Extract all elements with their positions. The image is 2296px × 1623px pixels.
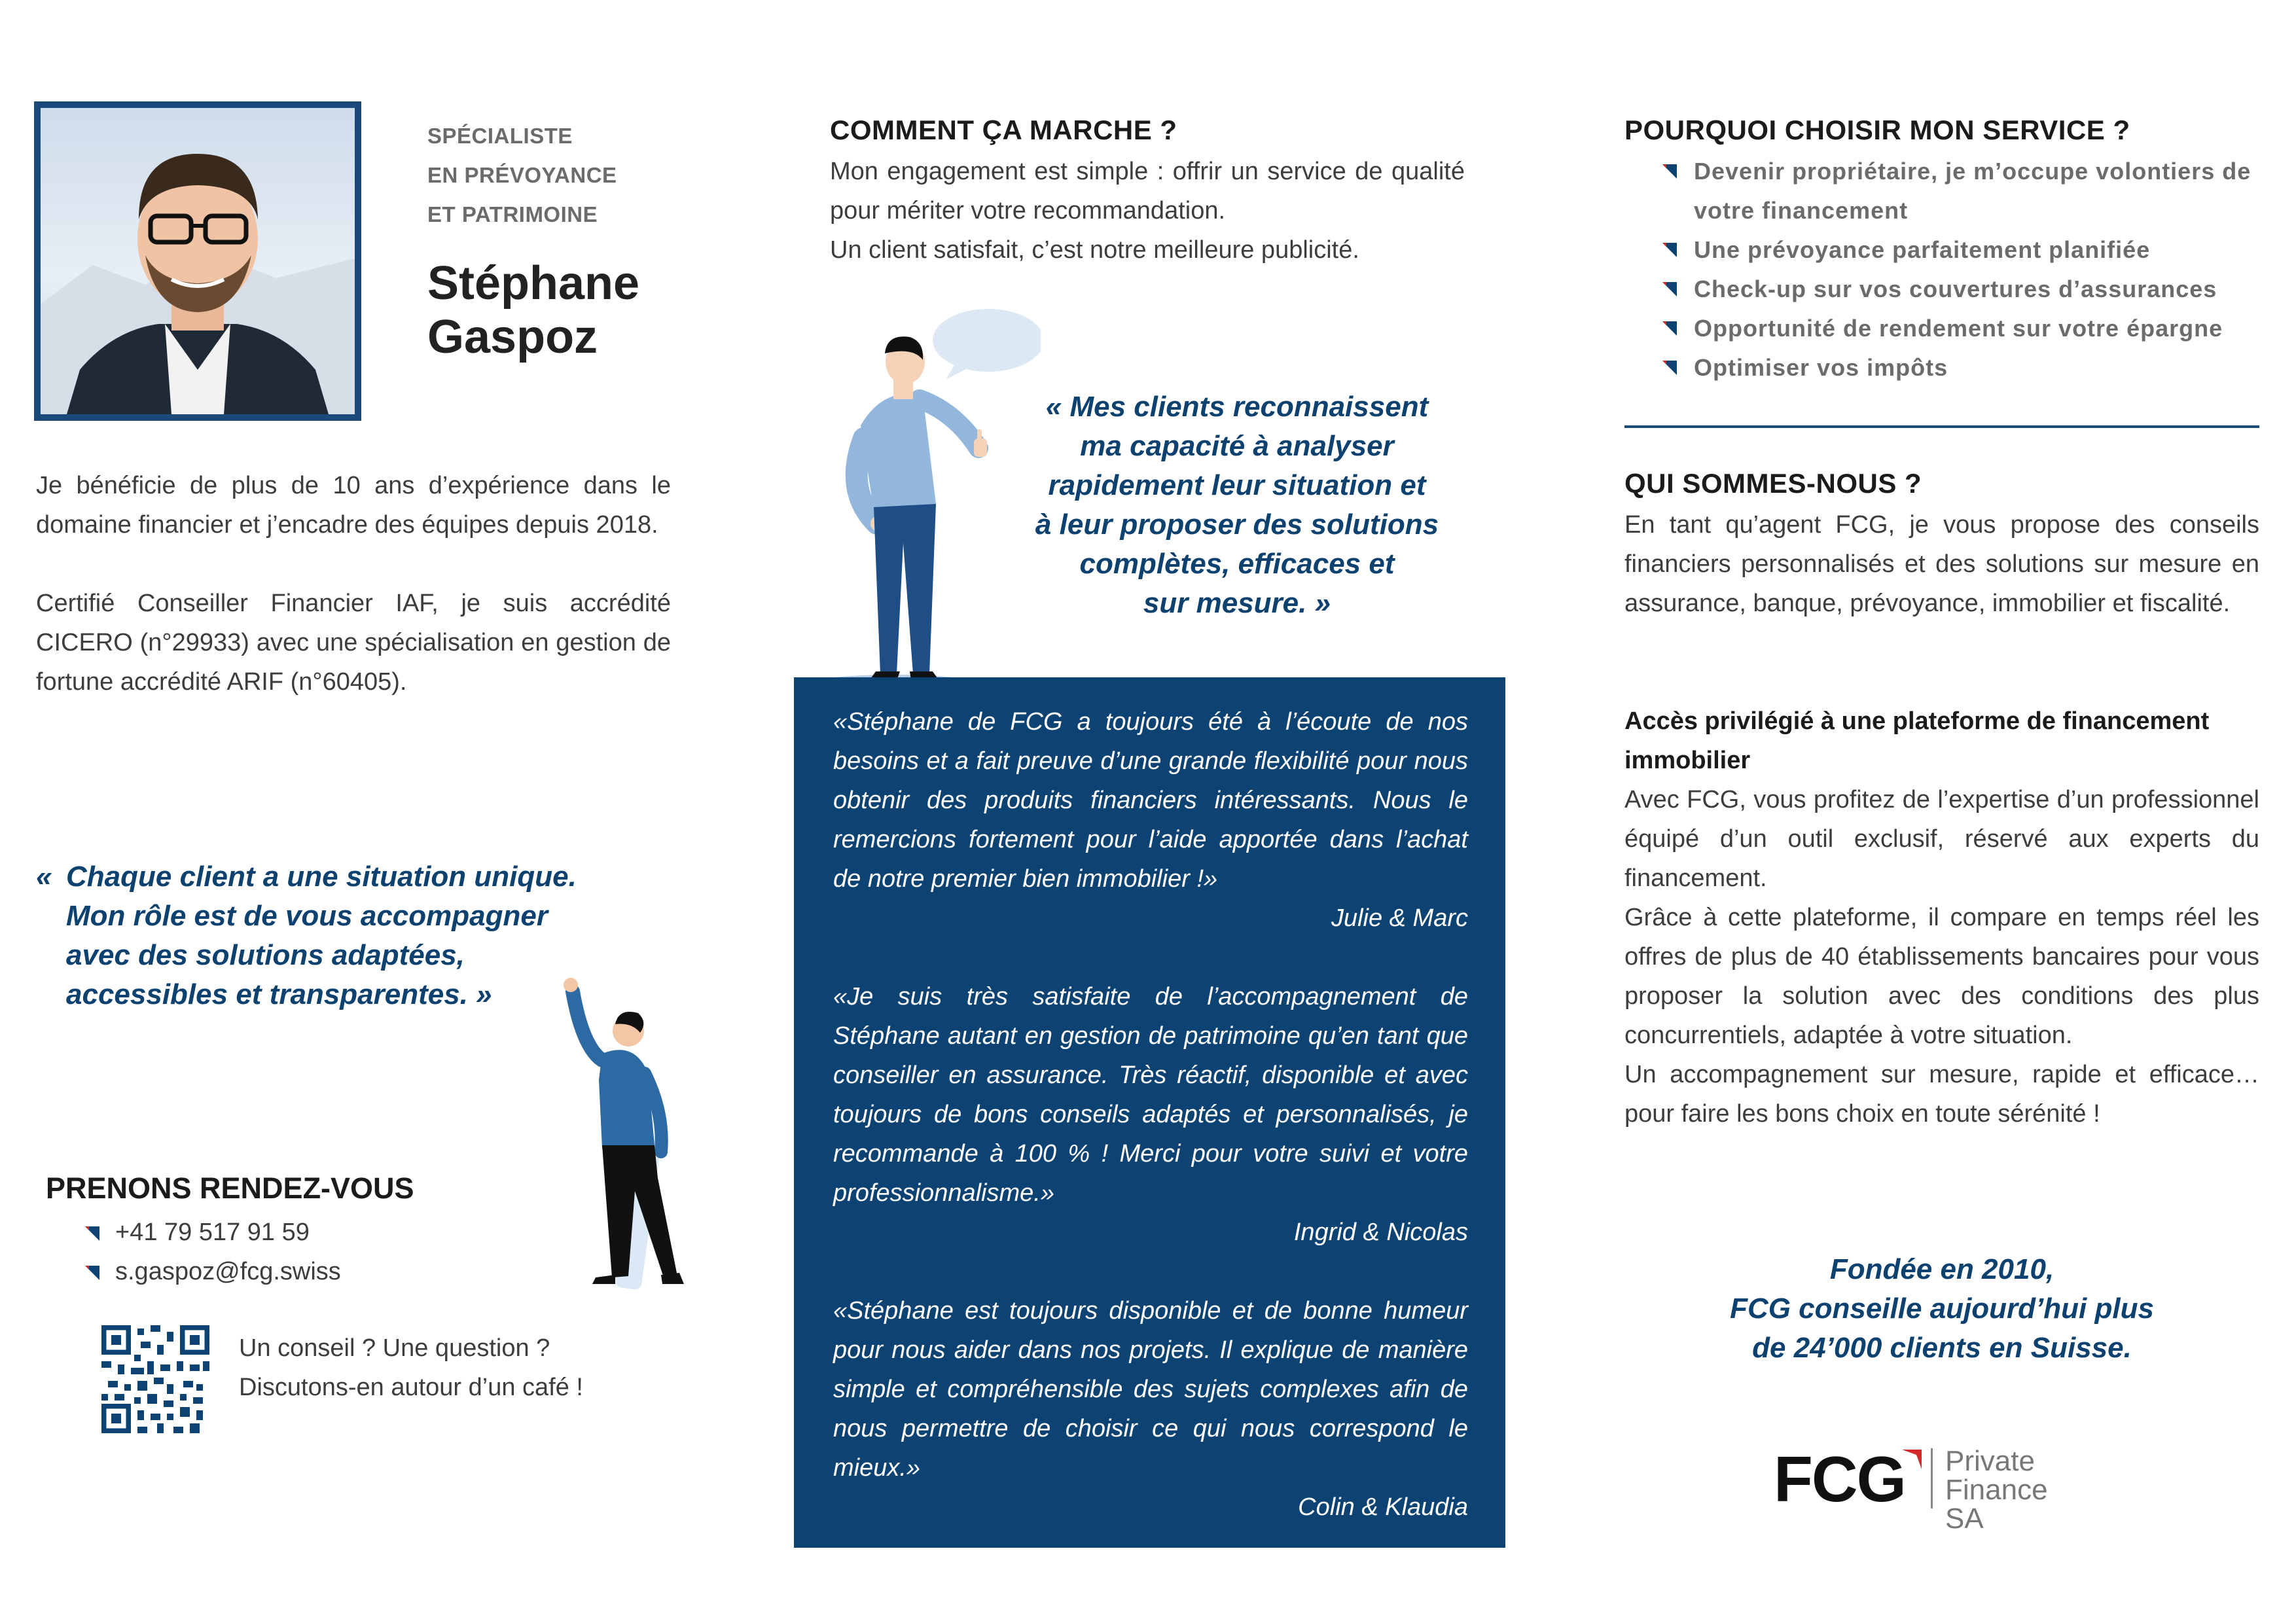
platform-paragraph: Grâce à cette plateforme, il compare en temps réel les offres de plus de 40 établissements bancaires pour vous proposer la solution avec des conditions des plus concurrentiels, adaptée à votre situation. <box>1624 904 2259 1049</box>
quote-line: Chaque client a une situation unique. <box>66 861 577 893</box>
service-item <box>1662 152 2265 230</box>
how-paragraph: Un client satisfait, c’est notre meilleure publicité. <box>830 236 1359 264</box>
corner-bullet-icon <box>1662 361 1677 375</box>
advisor-name <box>427 257 639 364</box>
service-item <box>1662 230 2265 270</box>
quote-line: Mon rôle est de vous accompagner <box>66 900 548 932</box>
logo-subtitle-line: Private <box>1945 1445 2035 1477</box>
portrait-illustration <box>41 108 355 414</box>
section-divider <box>1624 425 2259 428</box>
thumbs-up-man-illustration <box>805 308 1041 694</box>
role-title <box>427 116 617 234</box>
bio <box>36 466 671 741</box>
contact-email[interactable] <box>85 1258 341 1286</box>
platform-access-text <box>1624 780 2259 1133</box>
quote-line: complètes, efficaces et <box>1079 548 1395 580</box>
service-item <box>1662 309 2265 348</box>
logo-separator <box>1931 1448 1933 1508</box>
how-it-works-text <box>830 152 1465 270</box>
testimonial-text: «Stéphane de FCG a toujours été à l’écoute de nos besoins et a fait preuve d’une grande flexibilité pour nous obtenir des produits financiers intéressants. Nous le remercions fortement pour l’aide apportée dans l’achat de notre premier bien immobilier !» <box>833 708 1468 893</box>
phone-number[interactable]: +41 79 517 91 59 <box>115 1219 310 1246</box>
quote-line: accessibles et transparentes. » <box>66 978 492 1010</box>
founded-line: de 24’000 clients en Suisse. <box>1752 1332 2132 1364</box>
last-name: Gaspoz <box>427 311 598 363</box>
who-we-are-text: En tant qu’agent FCG, je vous propose des conseils financiers personnalisés et des solutions sur mesure en assurance, banque, prévoyance, immobilier et fiscalité. <box>1624 511 2259 617</box>
contact-phone[interactable] <box>85 1219 310 1247</box>
platform-paragraph: Avec FCG, vous profitez de l’expertise d’un professionnel équipé d’un outil exclusif, réservé aux experts du financement. <box>1624 786 2259 892</box>
corner-bullet-icon <box>1662 321 1677 336</box>
email-address[interactable]: s.gaspoz@fcg.swiss <box>115 1258 341 1285</box>
platform-access-title: Accès privilégié à une plateforme de financement immobilier <box>1624 707 2210 774</box>
quote-line: avec des solutions adaptées, <box>66 939 465 971</box>
role-line: SPÉCIALISTE <box>427 124 573 148</box>
how-it-works-title: COMMENT ÇA MARCHE ? <box>830 115 1177 145</box>
testimonial-author: Colin & Klaudia <box>1298 1493 1468 1521</box>
logo-accent-icon <box>1902 1450 1922 1469</box>
logo-subtitle-line: Finance SA <box>1945 1474 2048 1535</box>
testimonials-box <box>794 677 1505 1548</box>
service-label: Check-up sur vos couvertures d’assurances <box>1694 276 2217 302</box>
role-line: ET PATRIMOINE <box>427 202 598 226</box>
quote-line: « Mes clients reconnaissent <box>1045 391 1429 423</box>
quote-mark: « <box>36 861 52 893</box>
service-item <box>1662 270 2265 309</box>
how-paragraph: Mon engagement est simple : offrir un service de qualité pour mériter votre recommandation. <box>830 158 1465 224</box>
corner-bullet-icon <box>85 1266 99 1280</box>
corner-bullet-icon <box>1662 243 1677 257</box>
first-name: Stéphane <box>427 257 640 310</box>
quote-line: à leur proposer des solutions <box>1035 508 1439 541</box>
testimonial-author: Julie & Marc <box>1331 904 1468 932</box>
bio-paragraph: Je bénéficie de plus de 10 ans d’expérience dans le domaine financier et j’encadre des équipes depuis 2018. <box>36 472 671 539</box>
testimonial-text: «Stéphane est toujours disponible et de bonne humeur pour nous aider dans nos projets. Il explique de manière simple et compréhensible des sujets complexes afin de nous permettre de choisir ce qui nous correspond le mieux.» <box>833 1297 1468 1482</box>
qr-code[interactable] <box>101 1325 209 1433</box>
service-label: Opportunité de rendement sur votre épargne <box>1694 315 2223 342</box>
quote-line: ma capacité à analyser <box>1080 430 1394 462</box>
corner-bullet-icon <box>85 1226 99 1241</box>
quote-line: sur mesure. » <box>1143 587 1331 619</box>
platform-paragraph: Un accompagnement sur mesure, rapide et efficace… pour faire les bons choix en toute sérénité ! <box>1624 1061 2259 1128</box>
service-label: Optimiser vos impôts <box>1694 354 1948 381</box>
who-we-are-title: QUI SOMMES-NOUS ? <box>1624 468 1922 499</box>
bio-paragraph: Certifié Conseiller Financier IAF, je suis accrédité CICERO (n°29933) avec une spécialisation en gestion de fortune accrédité ARIF (n°60405). <box>36 590 671 696</box>
appointment-title: PRENONS RENDEZ-VOUS <box>46 1171 414 1205</box>
profile-photo <box>34 101 361 421</box>
logo-subtitle <box>1945 1447 2048 1533</box>
quote-line: rapidement leur situation et <box>1048 469 1426 501</box>
founded-line: FCG conseille aujourd’hui plus <box>1730 1293 2154 1325</box>
logo-brand: FCG <box>1774 1443 1905 1515</box>
service-label: Une prévoyance parfaitement planifiée <box>1694 236 2151 263</box>
why-choose-title: POURQUOI CHOISIR MON SERVICE ? <box>1624 115 2130 145</box>
coffee-invite <box>239 1329 583 1407</box>
testimonial-author: Ingrid & Nicolas <box>1293 1219 1468 1246</box>
corner-bullet-icon <box>1662 282 1677 296</box>
role-line: EN PRÉVOYANCE <box>427 163 617 187</box>
service-list <box>1662 152 2265 387</box>
service-item <box>1662 348 2265 387</box>
corner-bullet-icon <box>1662 164 1677 179</box>
service-label: Devenir propriétaire, je m’occupe volontiers de votre financement <box>1694 158 2251 224</box>
founded-line: Fondée en 2010, <box>1829 1253 2054 1285</box>
coffee-line: Discutons-en autour d’un café ! <box>239 1374 583 1401</box>
advisor-quote <box>1008 387 1466 623</box>
testimonial-text: «Je suis très satisfaite de l’accompagnement de Stéphane autant en gestion de patrimoine qu’en tant que conseiller en assurance. Très réactif, disponible et avec toujours de bons conseils adaptés et personnalisés, je recommande à 100 % ! Merci pour votre suivi et votre professionnalisme.» <box>833 983 1468 1207</box>
founded-statement <box>1624 1250 2259 1368</box>
coffee-line: Un conseil ? Une question ? <box>239 1334 550 1362</box>
pointing-man-illustration <box>524 962 694 1296</box>
